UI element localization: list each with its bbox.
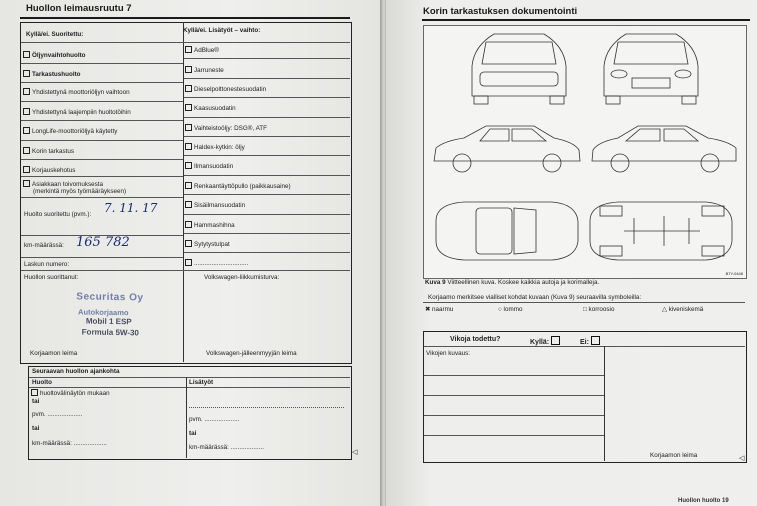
no-label: Ei: xyxy=(580,339,589,346)
service-row[interactable] xyxy=(23,180,103,188)
service-label: Korin tarkastus xyxy=(32,148,74,155)
row-rule xyxy=(21,63,183,64)
service-row[interactable] xyxy=(23,147,74,155)
performer-label: Huollon suorittanut: xyxy=(24,274,79,281)
checkbox-icon[interactable] xyxy=(23,166,30,173)
extra-work-label: Sytytystulpat xyxy=(194,241,230,248)
invoice-label: Laskun numero: xyxy=(24,261,70,268)
row-rule xyxy=(21,270,350,271)
vw-insurance-label: Volkswagen-liikkumisturva: xyxy=(204,274,280,281)
row-rule xyxy=(184,252,350,253)
service-row-note: (merkintä myös työmääräykseen) xyxy=(33,188,127,195)
row-rule xyxy=(21,120,183,121)
extra-work-row[interactable] xyxy=(185,104,236,112)
back-arrow-icon: ◁ xyxy=(352,449,358,456)
extra-work-row[interactable] xyxy=(185,221,235,229)
service-label: LongLife-moottoriöljyä käytetty xyxy=(32,128,118,135)
row-rule xyxy=(184,214,350,215)
extra-work-label: ............................... xyxy=(194,260,249,267)
service-label: Tarkastushuolto xyxy=(32,71,81,78)
service-label: Yhdistettynä laajempiin huoltotöihin xyxy=(32,109,131,116)
checkbox-icon[interactable] xyxy=(185,46,192,53)
extra-work-label: Vaihteistoöljy: DSG®, ATF xyxy=(194,125,267,132)
caption-number: Kuva 9 xyxy=(425,279,446,286)
extra-work-label: Jarruneste xyxy=(194,67,224,74)
row-rule xyxy=(184,117,350,118)
next-service-title: Seuraavan huollon ajankohta xyxy=(32,368,120,375)
faults-table xyxy=(423,331,747,463)
next-date-field[interactable]: pvm. .................... xyxy=(32,411,83,418)
car-diagram xyxy=(423,25,747,279)
checkbox-icon[interactable] xyxy=(23,108,30,115)
col2-header: Kyllä/ei. Lisätyöt – vaihto: xyxy=(183,27,261,34)
extra-work-label: Haldex-kytkin: öljy xyxy=(194,144,245,151)
checkbox-icon[interactable] xyxy=(185,104,192,111)
legend-chip: △ kiveniskemä xyxy=(662,306,704,313)
table-divider xyxy=(183,22,184,362)
next-date-field-2[interactable]: pvm. .................... xyxy=(189,416,240,423)
yes-label: Kyllä: xyxy=(530,339,550,346)
checkbox-icon[interactable] xyxy=(185,66,192,73)
page-footer: Huollon huolto 19 xyxy=(678,498,729,504)
description-line xyxy=(424,415,604,416)
checkbox-icon[interactable] xyxy=(31,389,38,396)
service-row[interactable] xyxy=(23,108,131,116)
back-arrow-icon: ◁ xyxy=(739,455,745,462)
extra-work-label: Sisäilmansuodatin xyxy=(194,202,246,209)
table-divider xyxy=(604,346,605,461)
description-line xyxy=(424,395,604,396)
extra-work-row[interactable] xyxy=(185,46,219,54)
or-label: tai xyxy=(32,425,40,432)
extra-work-label: Ilmansuodatin xyxy=(194,163,234,170)
extra-work-row[interactable] xyxy=(185,66,224,74)
service-label: Öljynvaihtohuolto xyxy=(32,52,86,59)
legend-intro: Korjaamo merkitsee vialliset kohdat kuvaan (Kuva 9) seuraavilla symboleilla: xyxy=(428,294,642,301)
checkbox-icon[interactable] xyxy=(23,51,30,58)
row-rule xyxy=(21,82,183,83)
service-row[interactable] xyxy=(23,127,117,135)
legend-dent: ○ lommo xyxy=(498,306,523,313)
header-rule xyxy=(21,42,350,43)
title-rule xyxy=(422,19,750,21)
next-col2-header: Lisätyöt xyxy=(189,379,214,386)
extra-work-row[interactable] xyxy=(185,201,245,209)
extra-work-row[interactable] xyxy=(185,162,233,170)
or-label: tai xyxy=(189,430,197,437)
no-checkbox[interactable] xyxy=(591,336,600,345)
extra-work-label: Kaasusuodatin xyxy=(194,105,236,112)
checkbox-icon[interactable] xyxy=(185,201,192,208)
row-rule xyxy=(184,136,350,137)
checkbox-icon[interactable] xyxy=(185,124,192,131)
handwritten-date: 7. 11. 17 xyxy=(104,201,158,215)
dealer-stamp-label: Volkswagen-jälleenmyyjän leima xyxy=(206,350,297,357)
row-rule xyxy=(21,176,183,177)
interval-label: huoltovälinäytön mukaan xyxy=(40,390,110,397)
row-rule xyxy=(424,346,745,347)
workshop-stamp xyxy=(70,287,159,345)
stamp-line: Autokorjaamo xyxy=(77,307,129,318)
figure-code: B7Y-0448 xyxy=(725,271,743,276)
row-rule xyxy=(184,97,350,98)
legend-scratch: ✖ naarmu xyxy=(425,306,454,313)
service-label: Korjauskehotus xyxy=(32,167,76,174)
extra-work-row[interactable] xyxy=(185,143,245,151)
extra-work-row[interactable] xyxy=(185,240,230,248)
row-rule xyxy=(184,175,350,176)
service-label: Asiakkaan toivomuksesta xyxy=(32,181,104,188)
fault-description-label: Vikojen kuvaus: xyxy=(426,350,470,357)
row-rule xyxy=(29,387,350,388)
next-col1-header: Huolto xyxy=(32,379,52,386)
extra-work-label: Dieselpolttonestesuodatin xyxy=(194,86,267,93)
checkbox-icon[interactable] xyxy=(185,85,192,92)
row-rule xyxy=(184,58,350,59)
faults-yes[interactable] xyxy=(530,336,560,346)
next-km-field[interactable]: km-määrässä: ................... xyxy=(32,440,107,447)
page-title: Huollon leimausruutu 7 xyxy=(26,3,132,14)
extra-work-row[interactable] xyxy=(185,259,248,267)
stamp-line: Mobil 1 ESP xyxy=(85,316,132,327)
checkbox-icon[interactable] xyxy=(23,180,30,187)
title-rule xyxy=(20,17,350,19)
stamp-line: Formula 5W-30 xyxy=(81,327,139,338)
extra-work-label: AdBlue® xyxy=(194,47,219,54)
checkbox-icon[interactable] xyxy=(23,147,30,154)
checkbox-icon[interactable] xyxy=(185,240,192,247)
service-row[interactable] xyxy=(23,51,86,59)
row-rule xyxy=(21,140,183,141)
description-line xyxy=(424,375,604,376)
interval-option[interactable] xyxy=(31,389,110,397)
stamp-line: Securitas Oy xyxy=(76,291,144,304)
row-rule xyxy=(184,78,350,79)
description-line xyxy=(424,435,604,436)
row-rule xyxy=(423,302,745,303)
table-divider xyxy=(186,377,187,458)
yes-checkbox[interactable] xyxy=(551,336,560,345)
service-row[interactable] xyxy=(23,166,75,174)
row-rule xyxy=(29,377,350,378)
workshop-stamp-label: Korjaamon leima xyxy=(30,350,78,357)
extra-work-row[interactable] xyxy=(185,124,267,132)
car-outline-icon xyxy=(424,26,746,278)
workshop-stamp-label: Korjaamon leima xyxy=(650,452,698,459)
row-rule xyxy=(21,257,183,258)
faults-question: Vikoja todettu? xyxy=(450,336,501,343)
service-row[interactable] xyxy=(23,70,81,78)
checkbox-icon[interactable] xyxy=(23,127,30,134)
dotted-line xyxy=(189,407,344,408)
row-rule xyxy=(184,155,350,156)
checkbox-icon[interactable] xyxy=(185,162,192,169)
legend-corrosion: □ korroosio xyxy=(583,306,615,313)
next-km-field-2[interactable]: km-määrässä: ................... xyxy=(189,444,264,451)
checkbox-icon[interactable] xyxy=(185,259,192,266)
faults-no[interactable] xyxy=(580,336,600,346)
service-row[interactable] xyxy=(23,88,130,96)
km-label: km-määrässä: xyxy=(24,242,64,249)
col1-header: Kyllä/ei. Suoritettu: xyxy=(26,31,84,38)
row-rule xyxy=(184,233,350,234)
checkbox-icon[interactable] xyxy=(23,70,30,77)
row-rule xyxy=(21,101,183,102)
checkbox-icon[interactable] xyxy=(185,221,192,228)
caption-text: Viitteellinen kuva. Koskee kaikkia autoja ja korimalleja. xyxy=(447,279,600,286)
or-label: tai xyxy=(32,398,40,405)
extra-work-row[interactable] xyxy=(185,182,291,190)
checkbox-icon[interactable] xyxy=(185,143,192,150)
row-rule xyxy=(21,159,183,160)
extra-work-row[interactable] xyxy=(185,85,266,93)
row-rule xyxy=(21,197,183,198)
date-label: Huolto suoritettu (pvm.): xyxy=(24,211,92,218)
checkbox-icon[interactable] xyxy=(23,88,30,95)
row-rule xyxy=(184,194,350,195)
extra-work-label: Hammashihna xyxy=(194,222,235,229)
handwritten-km: 165 782 xyxy=(76,235,130,250)
service-label: Yhdistettynä moottoriöljyn vaihtoon xyxy=(32,89,130,96)
figure-caption xyxy=(425,279,599,286)
checkbox-icon[interactable] xyxy=(185,182,192,189)
page-title: Korin tarkastuksen dokumentointi xyxy=(423,6,578,17)
extra-work-label: Renkaantäyttöpullo (paikkausaine) xyxy=(194,183,291,190)
